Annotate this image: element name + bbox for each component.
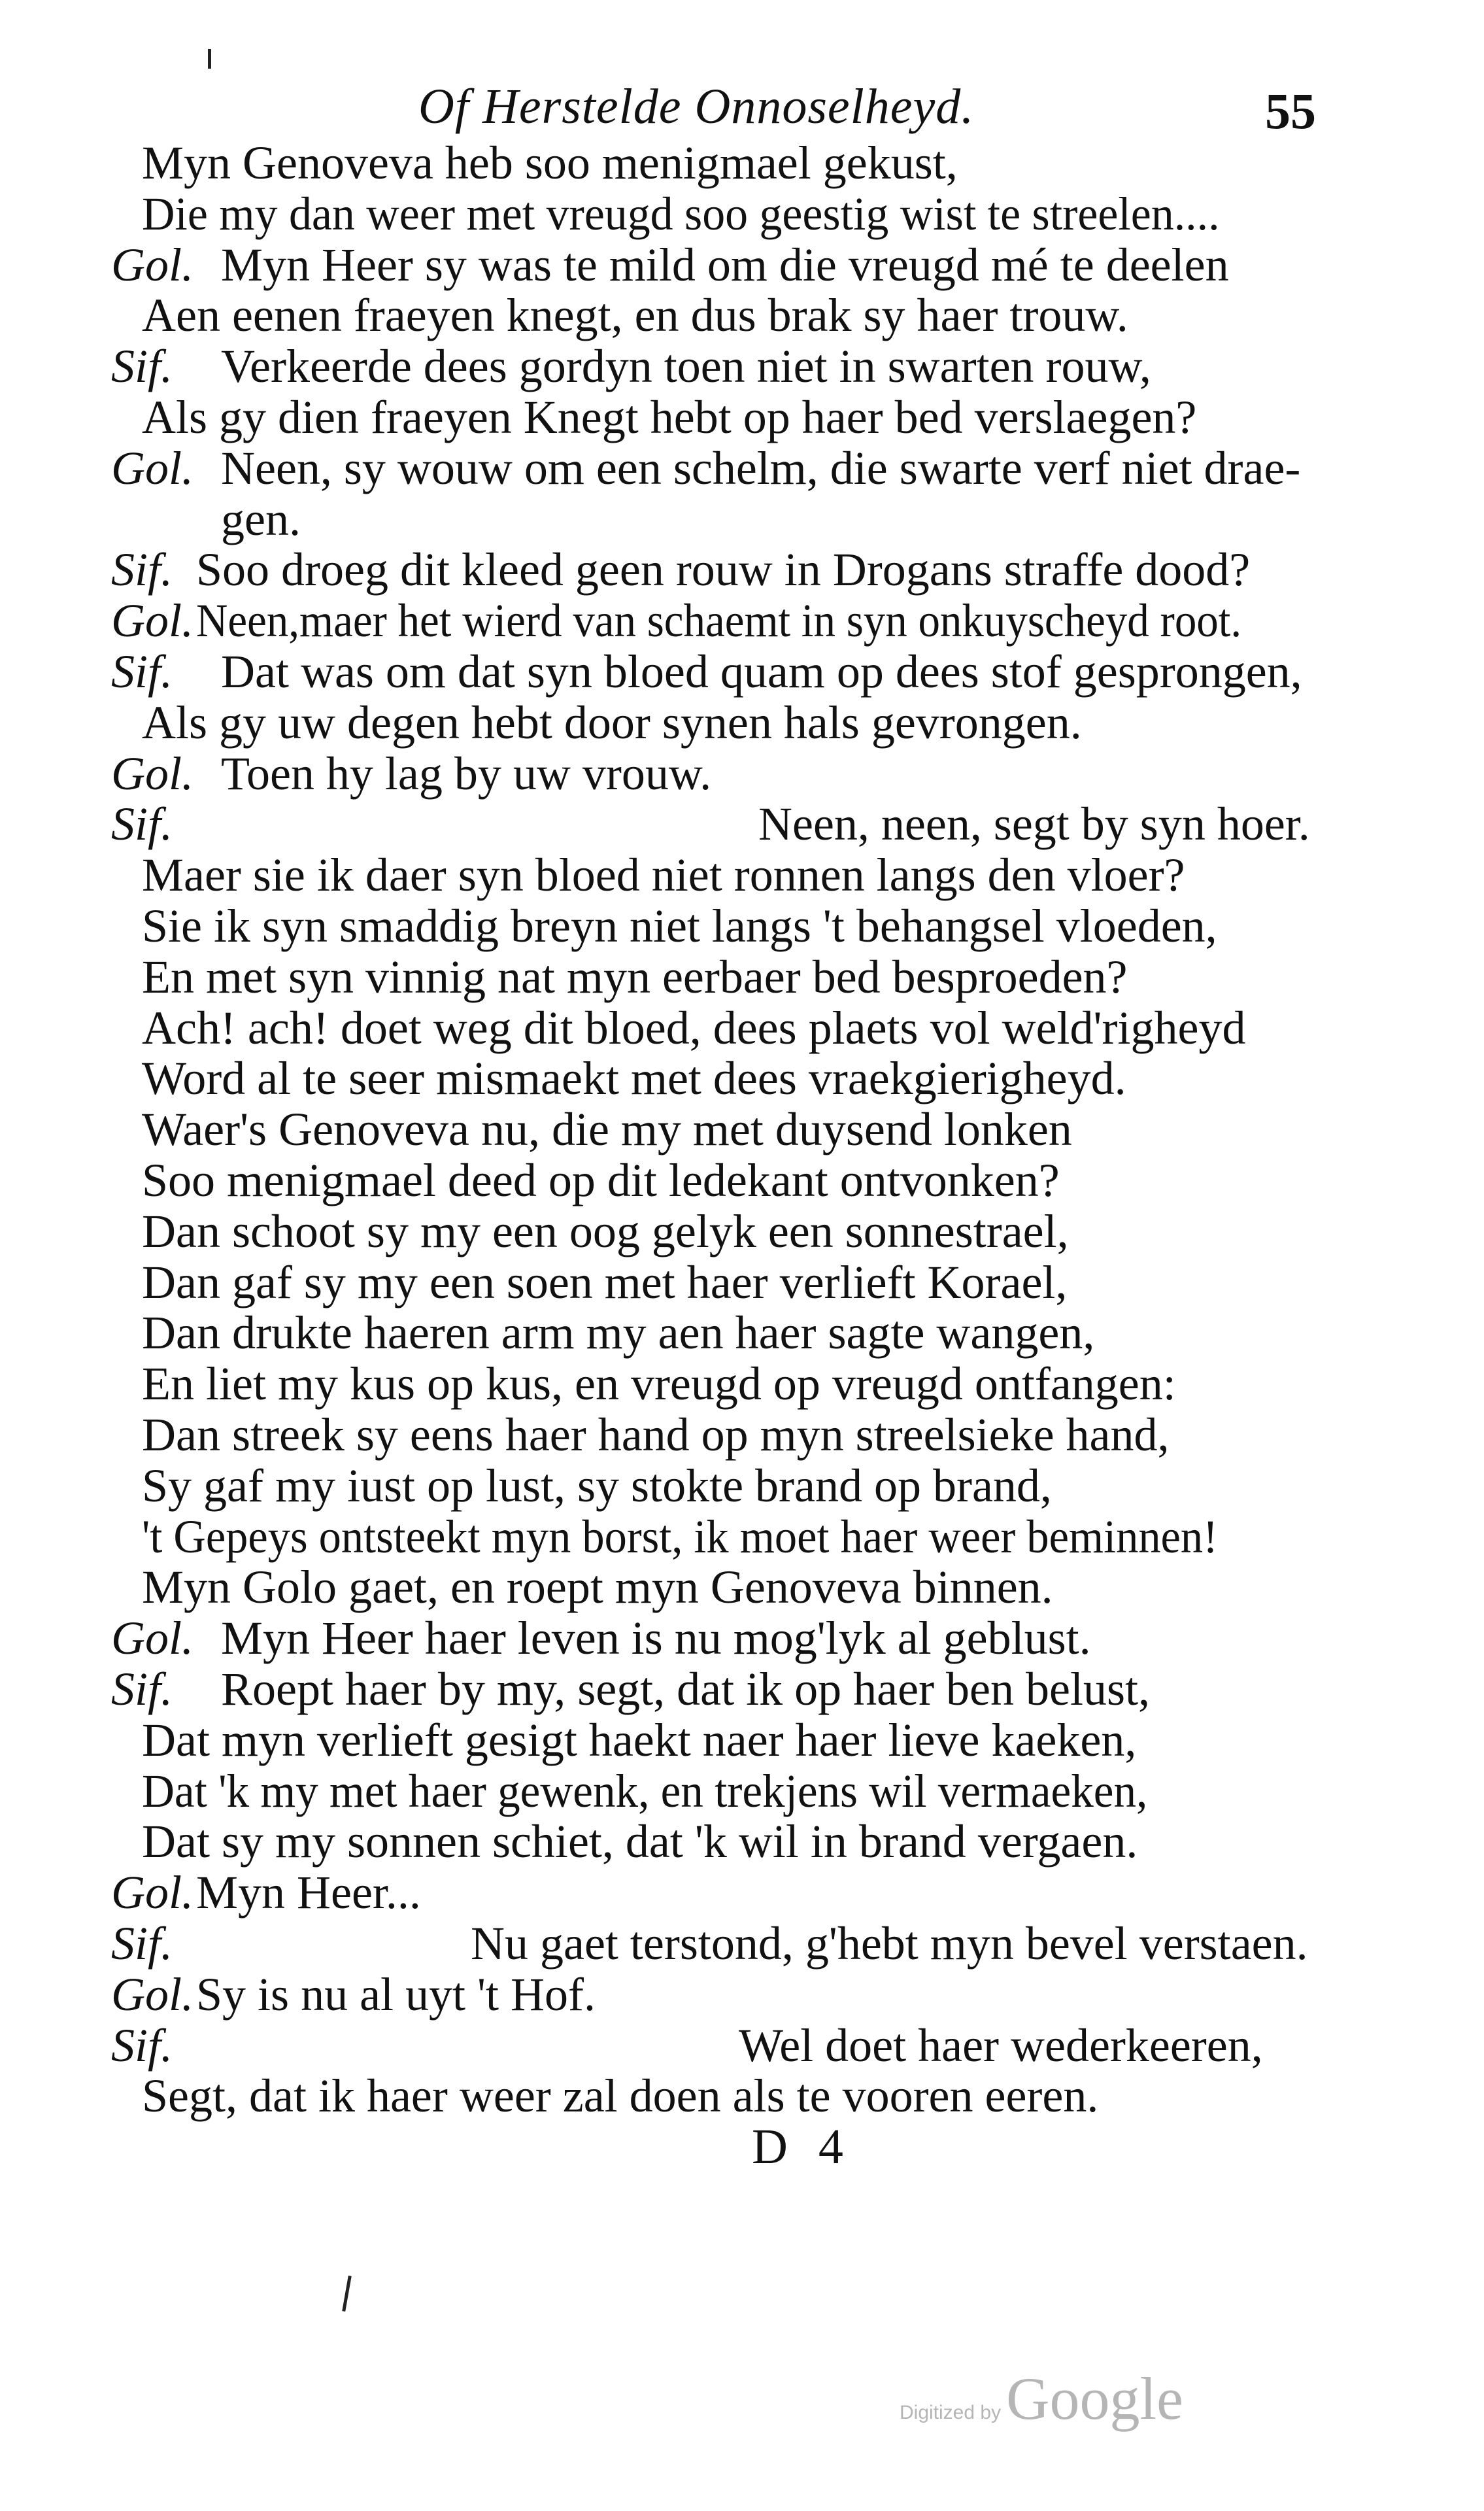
verse-line-text: gen. xyxy=(221,492,301,545)
verse-line-text: Ach! ach! doet weg dit bloed, dees plaets vol weld'righeyd xyxy=(142,1001,1246,1054)
verse-line-text: Roept haer by my, segt, dat ik op haer ben belust, xyxy=(221,1663,1150,1715)
verse-line-text: En met syn vinnig nat myn eerbaer bed besproeden? xyxy=(142,950,1128,1003)
signature-mark: D 4 xyxy=(752,2119,852,2174)
speaker-label: Gol. xyxy=(111,594,194,647)
verse-line-text: Dan gaf sy my een soen met haer verlieft Korael, xyxy=(142,1256,1068,1308)
verse-line-text: Toen hy lag by uw vrouw. xyxy=(221,747,712,800)
speaker-label: Sif. xyxy=(111,2019,173,2072)
verse-line-text: Myn Golo gaet, en roept myn Genoveva binnen. xyxy=(142,1561,1053,1614)
running-title: Of Herstelde Onnoselheyd. xyxy=(418,79,975,134)
verse-line-text: Die my dan weer met vreugd soo geestig wist te streelen.... xyxy=(142,187,1220,240)
speaker-label: Gol. xyxy=(111,1612,194,1665)
verse-line-text: Neen,maer het wierd van schaemt in syn onkuyscheyd root. xyxy=(196,594,1242,647)
verse-line-text: Dan schoot sy my een oog gelyk een sonnestrael, xyxy=(142,1204,1069,1257)
verse-line-text: Soo menigmael deed op dit ledekant ontvonken? xyxy=(142,1154,1060,1206)
verse-line-text: Als gy uw degen hebt door synen hals gevrongen. xyxy=(142,696,1082,749)
digitized-by-label: Digitized by xyxy=(900,2402,1002,2423)
verse-line-text: Waer's Genoveva nu, die my met duysend lonken xyxy=(142,1103,1072,1156)
speaker-label: Gol. xyxy=(111,747,194,800)
verse-line-text: Myn Heer sy was te mild om die vreugd mé te deelen xyxy=(221,238,1229,291)
verse-line-text: Aen eenen fraeyen knegt, en dus brak sy haer trouw. xyxy=(142,289,1128,342)
verse-line-text: Soo droeg dit kleed geen rouw in Drogans straffe dood? xyxy=(196,543,1251,596)
verse-line-text: Dat myn verlieft gesigt haekt naer haer lieve kaeken, xyxy=(142,1713,1137,1766)
verse-line-text: Sy gaf my iust op lust, sy stokte brand op brand, xyxy=(142,1459,1052,1512)
speaker-label: Sif. xyxy=(111,1917,173,1970)
verse-line-text: Neen, neen, segt by syn hoer. xyxy=(758,798,1310,851)
verse-line-text: Dan streek sy eens haer hand op myn streelsieke hand, xyxy=(142,1409,1170,1461)
verse-line-text: 't Gepeys ontsteekt myn borst, ik moet haer weer beminnen! xyxy=(142,1510,1218,1563)
verse-line-text: Sie ik syn smaddig breyn niet langs 't behangsel vloeden, xyxy=(142,900,1217,952)
speaker-label: Sif. xyxy=(111,645,173,698)
speaker-label: Sif. xyxy=(111,543,173,596)
verse-line-text: Word al te seer mismaekt met dees vraekgierigheyd. xyxy=(142,1052,1126,1105)
verse-line-text: En liet my kus op kus, en vreugd op vreugd ontfangen: xyxy=(142,1358,1176,1410)
verse-line-text: Dat 'k my met haer gewenk, en trekjens wil vermaeken, xyxy=(142,1764,1148,1817)
stray-mark xyxy=(342,2276,351,2312)
verse-line-text: Neen, sy wouw om een schelm, die swarte verf niet drae- xyxy=(221,441,1301,494)
speaker-label: Sif. xyxy=(111,1663,173,1715)
verse-line-text: Myn Heer... xyxy=(196,1866,421,1919)
speaker-label: Gol. xyxy=(111,1968,194,2021)
verse-line-text: Dat sy my sonnen schiet, dat 'k wil in brand vergaen. xyxy=(142,1815,1138,1868)
speaker-label: Sif. xyxy=(111,340,173,393)
speaker-label: Sif. xyxy=(111,798,173,851)
verse-line-text: Segt, dat ik haer weer zal doen als te vooren eeren. xyxy=(142,2070,1099,2123)
page-number: 55 xyxy=(1265,82,1316,139)
google-logo-text: Google xyxy=(1006,2365,1183,2432)
digitized-by-google-watermark xyxy=(900,2364,1183,2433)
verse-line-text: Myn Heer haer leven is nu mog'lyk al geblust. xyxy=(221,1612,1091,1665)
speaker-label: Gol. xyxy=(111,1866,194,1919)
verse-line-text: Nu gaet terstond, g'hebt myn bevel verstaen. xyxy=(471,1917,1308,1970)
verse-line-text: Maer sie ik daer syn bloed niet ronnen langs den vloer? xyxy=(142,849,1185,902)
speaker-label: Gol. xyxy=(111,238,194,291)
verse-line-text: Verkeerde dees gordyn toen niet in swarten rouw, xyxy=(221,340,1151,393)
stray-mark xyxy=(208,49,211,69)
verse-line-text: Dan drukte haeren arm my aen haer sagte wangen, xyxy=(142,1307,1095,1359)
speaker-label: Gol. xyxy=(111,441,194,494)
verse-line-text: Sy is nu al uyt 't Hof. xyxy=(196,1968,596,2021)
verse-line-text: Als gy dien fraeyen Knegt hebt op haer bed verslaegen? xyxy=(142,391,1197,443)
verse-line-text: Dat was om dat syn bloed quam op dees stof gesprongen, xyxy=(221,645,1302,698)
verse-line-text: Wel doet haer wederkeeren, xyxy=(739,2019,1263,2072)
verse-line-text: Myn Genoveva heb soo menigmael gekust, xyxy=(142,137,958,189)
